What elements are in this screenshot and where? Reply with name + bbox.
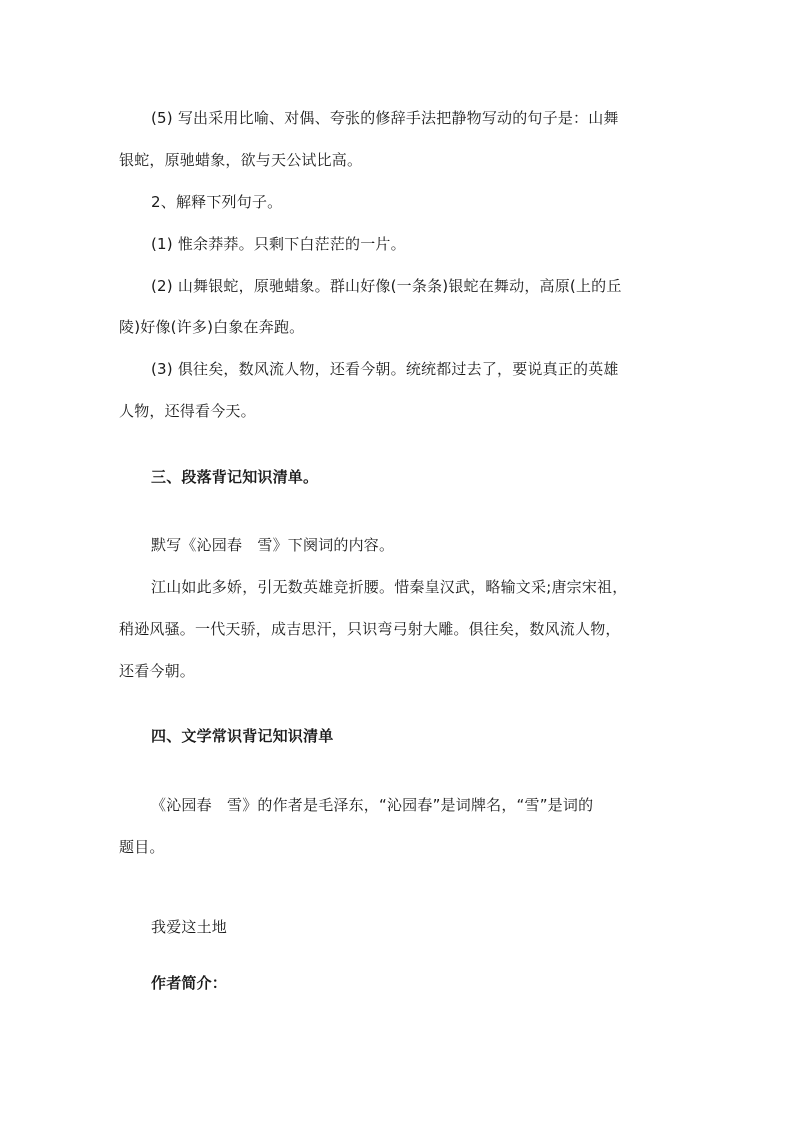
text-line-item2-cont: 陵)好像(许多)白象在奔跑。 [119,318,305,336]
text-line-author-cont: 题目。 [119,838,165,856]
text-line-author: 《沁园春 雪》的作者是毛泽东，“沁园春”是词牌名，“雪”是词的 [151,796,594,814]
text-line-item3-cont: 人物，还得看今天。 [119,402,256,420]
poem-line-1: 江山如此多娇，引无数英雄竞折腰。惜秦皇汉武，略输文采;唐宗宋祖， [151,578,628,596]
text-line-item1: (1) 惟余莽莽。只剩下白茫茫的一片。 [151,235,406,253]
text-line-dictation: 默写《沁园春 雪》下阕词的内容。 [151,536,395,554]
text-line-q5-cont: 银蛇，原驰蜡象，欲与天公试比高。 [119,151,363,169]
text-line-section2: 2、解释下列句子。 [151,193,283,211]
poem-line-3: 还看今朝。 [119,662,196,680]
section-heading-4: 四、文学常识背记知识清单 [151,727,334,745]
section-heading-3: 三、段落背记知识清单。 [151,468,319,486]
text-line-item2: (2) 山舞银蛇，原驰蜡象。群山好像(一条条)银蛇在舞动，高原(上的丘 [151,277,622,295]
text-line-q5: (5) 写出采用比喻、对偶、夸张的修辞手法把静物写动的句子是：山舞 [151,109,619,127]
poem-title: 我爱这土地 [151,918,228,936]
text-line-item3: (3) 俱往矣，数风流人物，还看今朝。统统都过去了，要说真正的英雄 [151,360,619,378]
poem-line-2: 稍逊风骚。一代天骄，成吉思汗，只识弯弓射大雕。俱往矣，数风流人物， [119,620,621,638]
author-intro-heading: 作者简介： [151,974,228,992]
